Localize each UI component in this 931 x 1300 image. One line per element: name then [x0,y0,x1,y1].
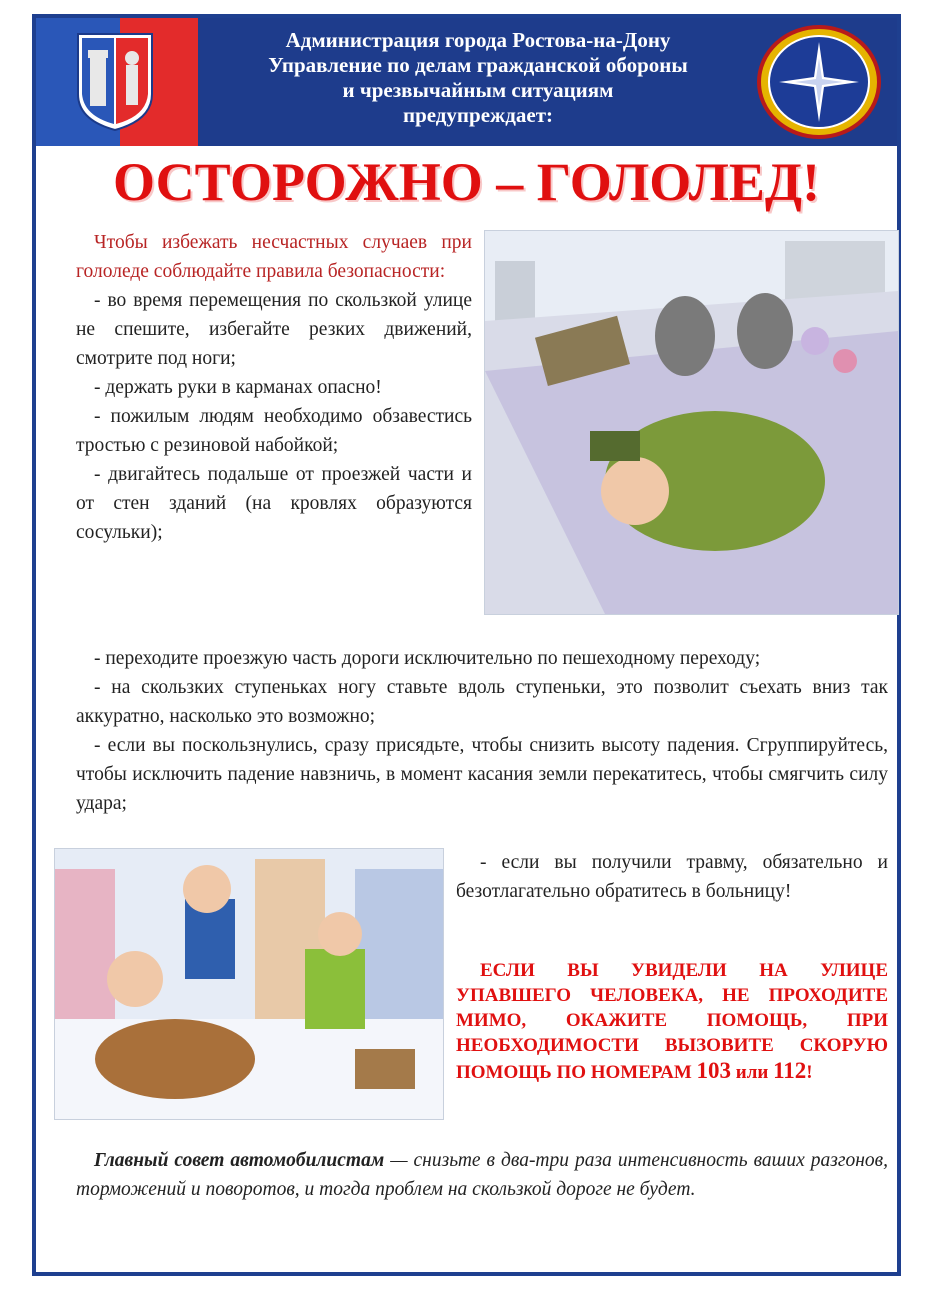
warning-end: ! [806,1062,813,1083]
header-line-2: Управление по делам гражданской обороны [268,53,688,77]
rule-item: - если вы получили травму, обязательно и безотлагательно обратитесь в больницу! [456,852,888,902]
illustration-falling-man [484,230,899,615]
driver-advice [76,1146,888,1204]
rules-left-column [76,228,472,547]
rule-item: - на скользких ступеньках ногу ставьте вдоль ступеньки, это позволит съехать вниз так аккуратно, насколько это возможно; [76,677,888,727]
rule-injury [456,848,888,906]
rule-item: - во время перемещения по скользкой улице не спешите, избегайте резких движений, смотрите под ноги; [76,290,472,369]
header-line-1: Администрация города Ростова-на-Дону [285,28,671,52]
warning-block [456,958,888,1085]
rule-item: - двигайтесь подальше от проезжей части и от стен зданий (на кровлях образуются сосульки); [76,464,472,543]
falling-man-icon [485,231,898,614]
header-line-4: предупреждает: [402,103,554,127]
advice-heading: Главный совет автомобилистам [94,1150,385,1171]
rule-item: - держать руки в карманах опасно! [94,377,382,398]
phone-number-1: 103 [696,1058,731,1083]
header-text [208,28,748,128]
poster-frame [32,14,901,1276]
illustration-children-helping [54,848,444,1120]
children-helping-icon [55,849,443,1119]
phone-number-2: 112 [773,1058,807,1083]
advice-text: — снизьте в два-три раза интенсивность ваших разгонов, торможений и поворотов, и тогда проблем на скользкой дороге не будет. [76,1150,889,1200]
mchs-emblem-icon [756,24,882,140]
rules-full-width [76,644,888,818]
warning-or: или [735,1062,769,1083]
city-coat-of-arms-icon [76,32,154,132]
header-banner [36,18,897,146]
rule-item: - если вы поскользнулись, сразу присядьте, чтобы снизить высоту падения. Сгруппируйтесь, чтобы исключить падение навзничь, в момент касания земли перекатитесь, чтобы смягчить силу удара; [76,735,888,814]
rule-item: - переходите проезжую часть дороги исключительно по пешеходному переходу; [94,648,761,669]
warning-text: ЕСЛИ ВЫ УВИДЕЛИ НА УЛИЦЕ УПАВШЕГО ЧЕЛОВЕКА, НЕ ПРОХОДИТЕ МИМО, ОКАЖИТЕ ПОМОЩЬ, ПРИ НЕОБХОДИМОСТИ ВЫЗОВИТЕ СКОРУЮ ПОМОЩЬ ПО НОМЕРАМ [456,960,888,1083]
header-line-3: и чрезвычайным ситуациям [342,78,614,102]
rule-item: - пожилым людям необходимо обзавестись тростью с резиновой набойкой; [76,406,472,456]
page-title: ОСТОРОЖНО – ГОЛОЛЕД! [113,152,820,212]
intro-text: Чтобы избежать несчастных случаев при гололеде соблюдайте правила безопасности: [76,232,472,282]
